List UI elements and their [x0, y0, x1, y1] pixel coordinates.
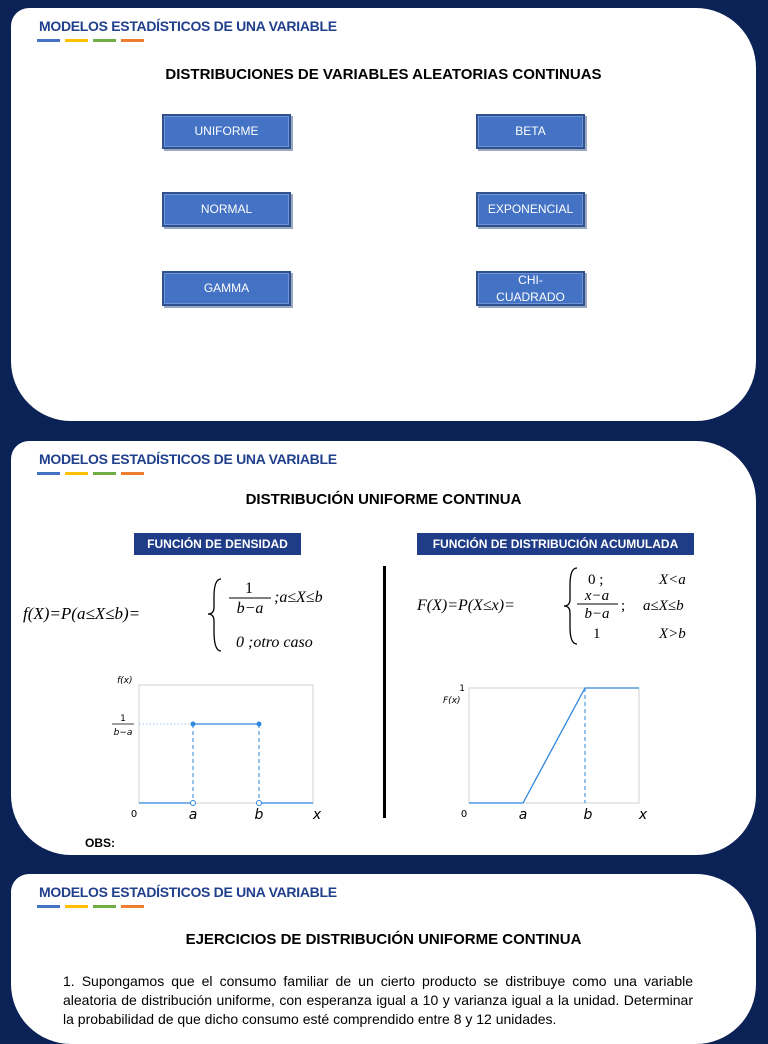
slide-title: EJERCICIOS DE DISTRIBUCIÓN UNIFORME CONTINUA	[185, 931, 582, 948]
cdf-case1-cond: X<a	[659, 572, 686, 588]
x-label: x	[312, 807, 322, 823]
cdf-label: FUNCIÓN DE DISTRIBUCIÓN ACUMULADA	[417, 533, 694, 555]
slide-exercises	[11, 874, 756, 1044]
density-case1-cond: ;a≤X≤b	[274, 589, 323, 606]
x-label: x	[638, 807, 648, 823]
density-case2: 0 ;otro caso	[236, 634, 313, 651]
cdf-case3-cond: X>b	[659, 626, 686, 642]
header-title: MODELOS ESTADÍSTICOS DE UNA VARIABLE	[39, 884, 337, 900]
cdf-case2-cond: a≤X≤b	[643, 598, 684, 614]
origin-label: 0	[460, 809, 468, 820]
cdf-plot	[431, 676, 661, 826]
vertical-divider	[383, 566, 386, 818]
cdf-case3-val: 1	[593, 626, 601, 642]
cdf-curve	[469, 688, 639, 803]
cdf-case2-den: b−a	[584, 606, 610, 622]
cdf-case2-num: x−a	[584, 588, 610, 604]
slide-uniform-distribution	[11, 441, 756, 855]
header-color-stripes	[37, 472, 147, 475]
density-case1-den: b−a	[236, 600, 264, 617]
header-title: MODELOS ESTADÍSTICOS DE UNA VARIABLE	[39, 18, 337, 34]
density-plot	[101, 671, 341, 826]
b-label: b	[254, 807, 264, 823]
slide-title: DISTRIBUCIONES DE VARIABLES ALEATORIAS CONTINUAS	[165, 66, 602, 83]
uniforme-button[interactable]: UNIFORME	[162, 114, 291, 149]
header-color-stripes	[37, 905, 147, 908]
chi-cuadrado-button[interactable]: CHI-CUADRADO	[476, 271, 585, 306]
gamma-button[interactable]: GAMMA	[162, 271, 291, 306]
a-label: a	[518, 807, 528, 823]
point-a-bottom	[191, 801, 196, 806]
slide-title: DISTRIBUCIÓN UNIFORME CONTINUA	[245, 491, 522, 508]
density-label: FUNCIÓN DE DENSIDAD	[134, 533, 301, 555]
svg-text:;: ;	[621, 598, 626, 614]
y-axis-label: F(x)	[443, 696, 461, 706]
normal-button[interactable]: NORMAL	[162, 192, 291, 227]
obs-label: OBS:	[85, 836, 115, 850]
slide-distributions-menu	[11, 8, 756, 421]
density-case1-num: 1	[245, 580, 253, 597]
point-b-bottom	[257, 801, 262, 806]
cdf-formula-lhs: F(X)=P(X≤x)=	[417, 597, 515, 614]
y-axis-label: f(x)	[117, 676, 133, 686]
origin-label: 0	[130, 809, 138, 820]
plot-frame	[139, 685, 313, 803]
y-value-den: b−a	[113, 728, 133, 738]
a-label: a	[188, 807, 198, 823]
point-b-top	[257, 722, 262, 727]
header-color-stripes	[37, 39, 147, 42]
y-tick-1: 1	[459, 684, 465, 694]
header-title: MODELOS ESTADÍSTICOS DE UNA VARIABLE	[39, 451, 337, 467]
beta-button[interactable]: BETA	[476, 114, 585, 149]
point-a-top	[191, 722, 196, 727]
cdf-formula	[415, 565, 745, 649]
b-label: b	[583, 807, 593, 823]
density-formula-lhs: f(X)=P(a≤X≤b)=	[23, 604, 141, 623]
exercise-text: 1. Supongamos que el consumo familiar de un cierto producto se distribuye como una variable aleatoria de distribución uniforme, con esperanza igual a 10 y varianza igual a la unidad. Determinar la probabilidad de que dicho consumo esté comprendido entre 8 y 12 unidades.	[63, 973, 693, 1027]
density-formula	[21, 569, 371, 659]
cdf-case1-val: 0 ;	[588, 572, 604, 588]
exponencial-button[interactable]: EXPONENCIAL	[476, 192, 585, 227]
y-value-num: 1	[120, 714, 126, 724]
